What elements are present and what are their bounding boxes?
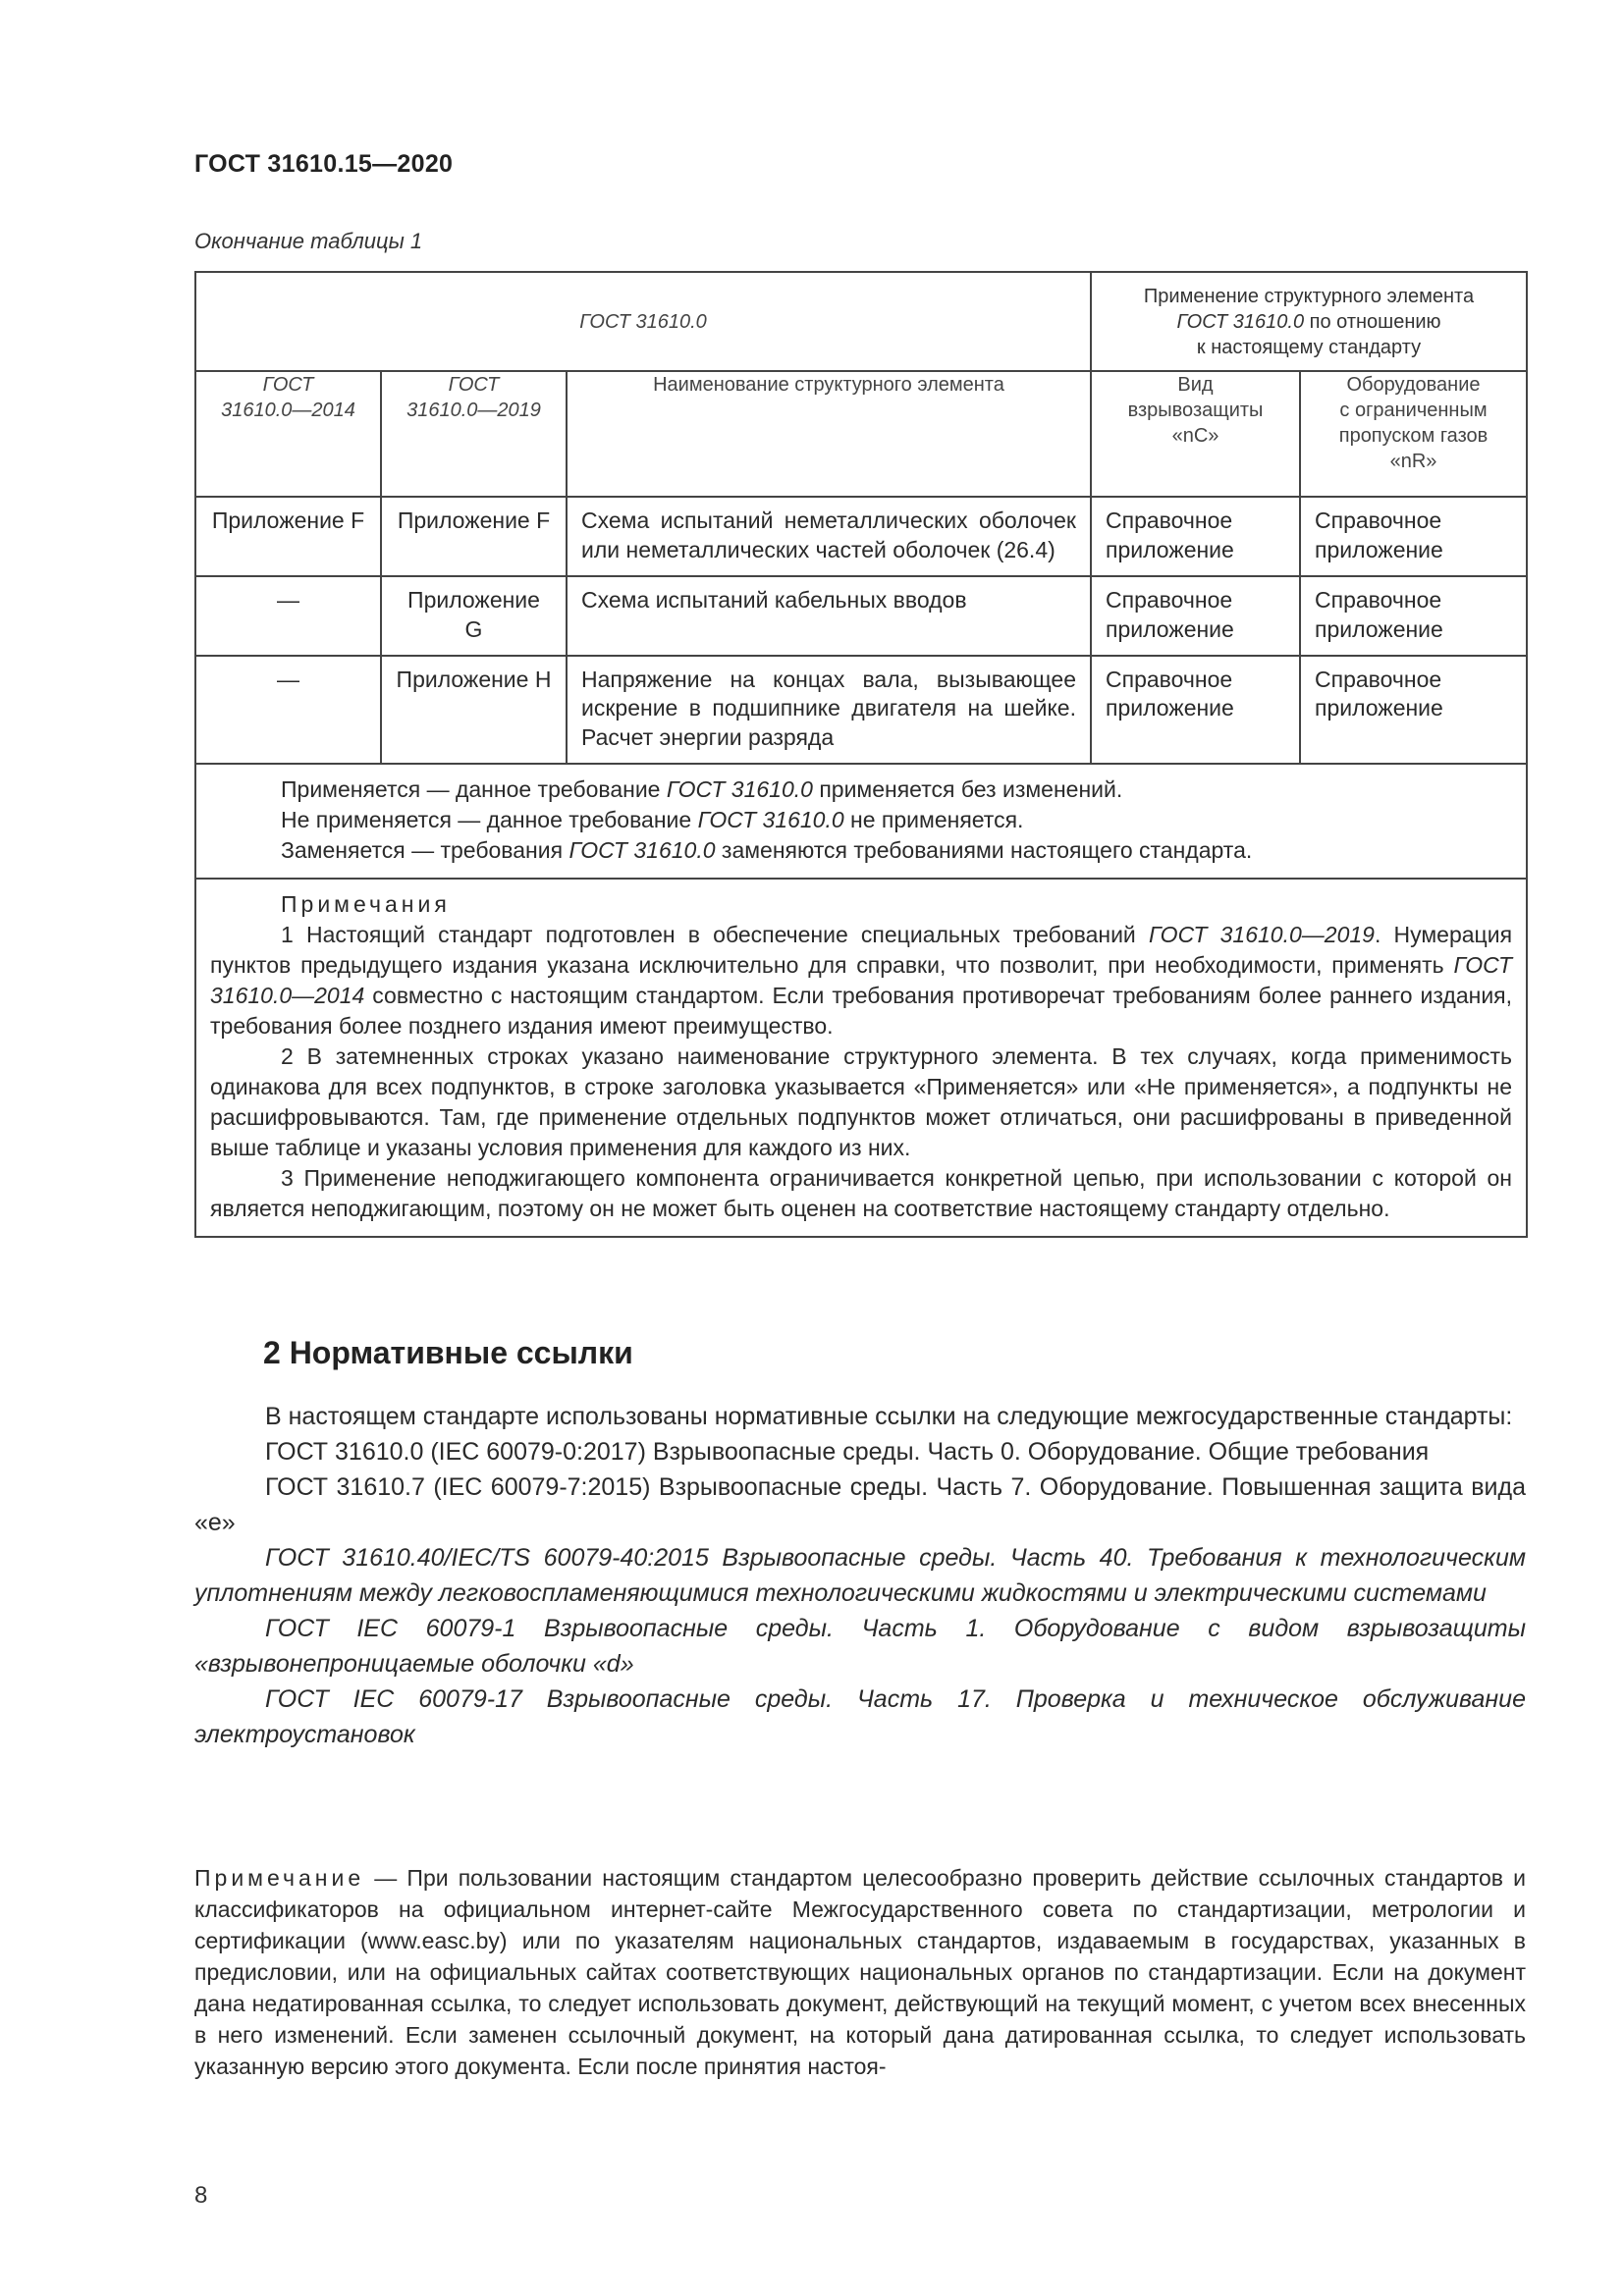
header-application-line: Применение структурного элемента xyxy=(1143,285,1475,307)
cell-gost-2019: Приложение G xyxy=(381,576,567,656)
column-header-text: Вид xyxy=(1177,374,1214,396)
cell-element-name: Схема испытаний неметаллических оболочек или неметаллических частей оболочек (26.4) xyxy=(567,497,1091,576)
legend-text: применяется без изменений. xyxy=(812,776,1123,803)
column-header-element-name xyxy=(567,371,1091,497)
column-header-text: пропуском газов xyxy=(1338,425,1489,447)
table-caption: Окончание таблицы 1 xyxy=(194,229,423,253)
column-header-text: Оборудование xyxy=(1346,374,1481,396)
cell-application-nr: Справочное приложение xyxy=(1300,576,1527,656)
column-header-text: 31610.0—2019 xyxy=(406,400,541,421)
note-standard-ref: ГОСТ 31610.0—2014 xyxy=(210,952,1513,1009)
section-note xyxy=(194,1862,1526,2082)
cell-gost-2014: — xyxy=(195,576,381,656)
note-3: 3 Применение неподжигающего компонента ограничивается конкретной цепью, при использовании с которой он является неподжигающим, поэтому он не может быть оценен на соответствие настоящему стандарту отдельно. xyxy=(210,1165,1513,1222)
note-body: — При пользовании настоящим стандартом целесообразно проверить действие ссылочных стандартов и классификаторов на официальном интернет-сайте Межгосударственного совета по стандартизации, метрологии и сертификации (www.easc.by) или по указателям национальных стандартов, издаваемым в государствах, указанных в предисловии, или на официальных сайтах соответствующих национальных органов по стандартизации. Если на документ дана недатированная ссылка, то следует использовать документ, действующий на текущий момент, с учетом всех внесенных в него изменений. Если заменен ссылочный документ, на который дана датированная ссылка, то следует использовать указанную версию этого документа. Если после принятия настоя- xyxy=(194,1865,1526,2079)
reference-item: ГОСТ IEC 60079-17 Взрывоопасные среды. Часть 17. Проверка и техническое обслуживание электроустановок xyxy=(194,1685,1526,1748)
cell-gost-2014: — xyxy=(195,656,381,765)
reference-item: ГОСТ 31610.7 (IEC 60079-7:2015) Взрывоопасные среды. Часть 7. Оборудование. Повышенная защита вида «е» xyxy=(194,1473,1526,1536)
note-text: 1 Настоящий стандарт подготовлен в обеспечение специальных требований xyxy=(281,922,1149,948)
cell-application-nc: Справочное приложение xyxy=(1091,656,1300,765)
note-text: совместно с настоящим стандартом. Если требования противоречат требованиям более раннего издания, требования более позднего издания имеют преимущество. xyxy=(210,983,1513,1040)
legend-line xyxy=(281,774,1526,805)
cell-element-name: Напряжение на концах вала, вызывающее искрение в подшипнике двигателя на шейке. Расчет энергии разряда xyxy=(567,656,1091,765)
header-application-line xyxy=(1104,309,1514,335)
section-title: 2 Нормативные ссылки xyxy=(263,1335,633,1370)
legend-text: не применяется. xyxy=(843,807,1024,833)
header-application-text: по отношению xyxy=(1304,310,1441,333)
legend-standard-ref: ГОСТ 31610.0 xyxy=(697,807,844,833)
table-row xyxy=(195,497,1527,576)
note-2: 2 В затемненных строках указано наименование структурного элемента. В тех случаях, когда применимость одинакова для всех подпунктов, в строке заголовка указывается «Применяется» или «Не применяется», а подпункты не расшифровываются. Там, где применение отдельных подпунктов может отличаться, они расшифрованы в приведенной выше таблице и указаны условия применения для каждого из них. xyxy=(210,1043,1513,1161)
note-standard-ref: ГОСТ 31610.0—2019 xyxy=(1148,922,1375,948)
table-subheader-row xyxy=(195,371,1527,497)
header-application-line: к настоящему стандарту xyxy=(1196,336,1422,358)
column-header-text: с ограниченным xyxy=(1339,400,1488,421)
header-application xyxy=(1091,272,1527,371)
column-header-text: взрывозащиты xyxy=(1127,400,1264,421)
cell-application-nc: Справочное приложение xyxy=(1091,576,1300,656)
column-header-text: 31610.0—2014 xyxy=(221,400,355,421)
header-application-std: ГОСТ 31610.0 xyxy=(1176,310,1305,333)
cell-application-nc: Справочное приложение xyxy=(1091,497,1300,576)
cell-gost-2019: Приложение F xyxy=(381,497,567,576)
table-legend xyxy=(195,764,1527,879)
header-source-standard-text: ГОСТ 31610.0 xyxy=(579,310,707,333)
table-notes-row xyxy=(195,879,1527,1237)
header-source-standard xyxy=(195,272,1091,371)
cell-gost-2014: Приложение F xyxy=(195,497,381,576)
column-header-text: ГОСТ xyxy=(448,374,500,396)
cell-element-name: Схема испытаний кабельных вводов xyxy=(567,576,1091,656)
requirements-table xyxy=(194,271,1528,1238)
column-header-text: «nR» xyxy=(1389,451,1437,472)
column-header-text: «nC» xyxy=(1171,425,1219,447)
table-row xyxy=(195,576,1527,656)
document-header: ГОСТ 31610.15—2020 xyxy=(194,150,454,178)
cell-application-nr: Справочное приложение xyxy=(1300,497,1527,576)
notes-title: Примечания xyxy=(281,891,451,918)
table-legend-row xyxy=(195,764,1527,879)
legend-line xyxy=(281,835,1526,866)
legend-line xyxy=(281,805,1526,835)
note-text: . Нумерация пунктов предыдущего издания указана исключительно для справки, что позволит, при необходимости, применять xyxy=(210,922,1513,979)
table-notes xyxy=(195,879,1527,1237)
column-header-text: ГОСТ xyxy=(262,374,314,396)
column-header-protection-nc xyxy=(1091,371,1300,497)
table-row xyxy=(195,656,1527,765)
note-label: Примечание xyxy=(194,1865,365,1891)
cell-gost-2019: Приложение H xyxy=(381,656,567,765)
table-header-row xyxy=(195,272,1527,371)
cell-application-nr: Справочное приложение xyxy=(1300,656,1527,765)
section-body xyxy=(194,1399,1526,1752)
page-number: 8 xyxy=(194,2182,208,2209)
section-intro: В настоящем стандарте использованы нормативные ссылки на следующие межгосударственные стандарты: xyxy=(265,1403,1513,1430)
legend-standard-ref: ГОСТ 31610.0 xyxy=(666,776,813,803)
column-header-equipment-nr xyxy=(1300,371,1527,497)
legend-text: Применяется — данное требование xyxy=(281,776,667,803)
column-header-gost-2014 xyxy=(195,371,381,497)
legend-text: заменяются требованиями настоящего стандарта. xyxy=(715,837,1253,864)
reference-item: ГОСТ IEC 60079-1 Взрывоопасные среды. Часть 1. Оборудование с видом взрывозащиты «взрывонепроницаемые оболочки «d» xyxy=(194,1615,1526,1678)
note-1 xyxy=(210,920,1512,1041)
legend-text: Заменяется — требования xyxy=(281,837,569,864)
column-header-gost-2019 xyxy=(381,371,567,497)
reference-item: ГОСТ 31610.0 (IEC 60079-0:2017) Взрывоопасные среды. Часть 0. Оборудование. Общие требования xyxy=(265,1438,1430,1466)
legend-standard-ref: ГОСТ 31610.0 xyxy=(568,837,716,864)
reference-item: ГОСТ 31610.40/IEC/TS 60079-40:2015 Взрывоопасные среды. Часть 40. Требования к технологическим уплотнениям между легковоспламеняющимися технологическими жидкостями и электрическими системами xyxy=(194,1544,1526,1607)
section-note-paragraph xyxy=(194,1862,1526,2082)
column-header-text: Наименование структурного элемента xyxy=(653,374,1004,396)
legend-text: Не применяется — данное требование xyxy=(281,807,698,833)
